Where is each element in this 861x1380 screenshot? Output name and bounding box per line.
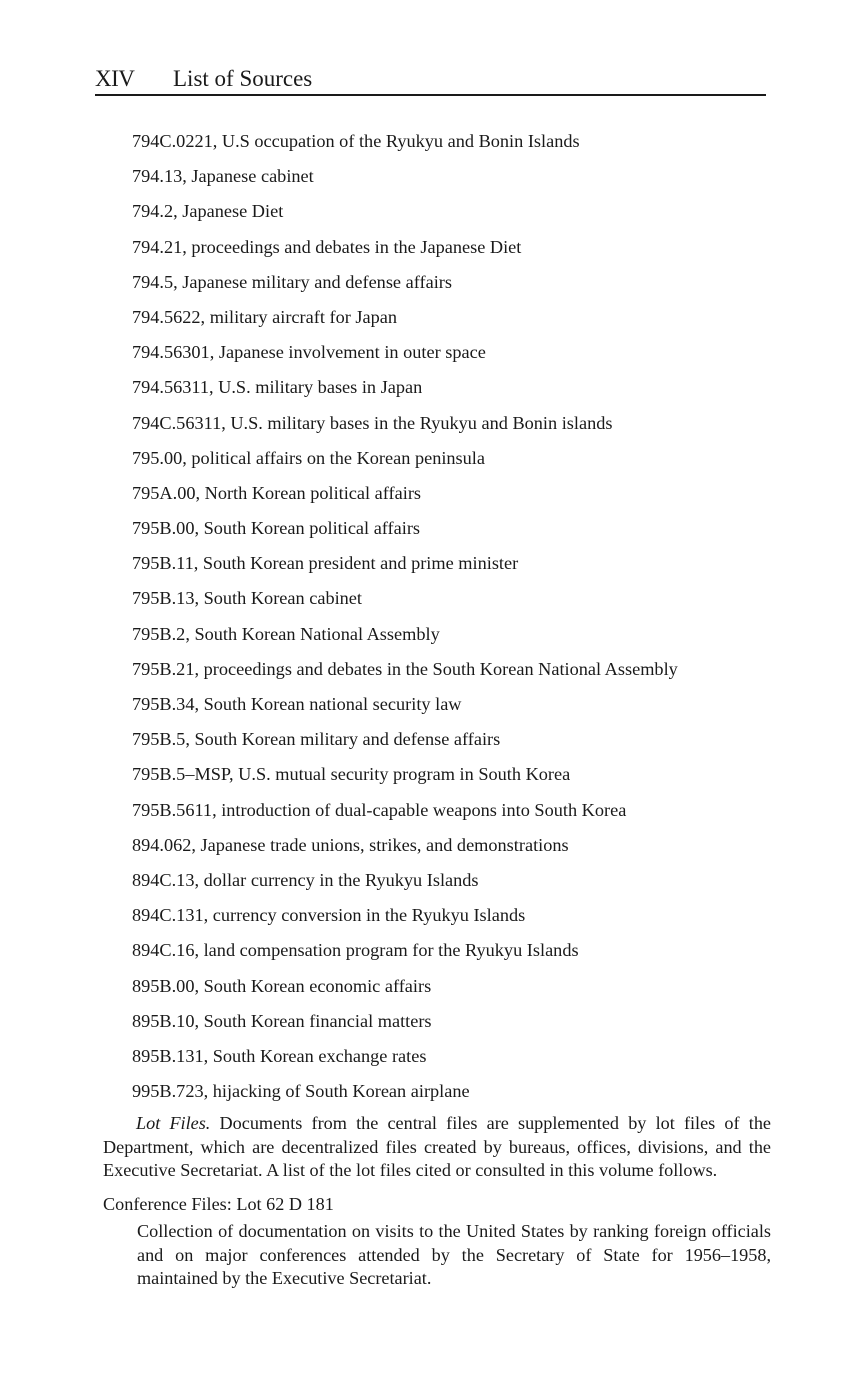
list-item: 795.00, political affairs on the Korean peninsula — [132, 447, 486, 468]
list-item: 894C.131, currency conversion in the Ryukyu Islands — [132, 905, 526, 926]
list-item: 794.21, proceedings and debates in the Japanese Diet — [132, 236, 522, 257]
list-item: 795B.2, South Korean National Assembly — [132, 623, 440, 644]
list-item: 795B.34, South Korean national security law — [132, 694, 462, 714]
list-item: 795B.5611, introduction of dual-capable weapons into South Korea — [132, 799, 627, 820]
list-item: 794.5622, military aircraft for Japan — [132, 306, 397, 327]
list-item: 895B.00, South Korean economic affairs — [132, 975, 432, 996]
list-item: 794.2, Japanese Diet — [132, 201, 284, 222]
source-file-list — [132, 128, 772, 1113]
list-item: 794C.0221, U.S occupation of the Ryukyu and Bonin Islands — [132, 131, 580, 151]
lot-files-paragraph — [103, 1112, 771, 1183]
lot-files-lead: Lot Files. — [136, 1113, 211, 1133]
list-item: 795B.21, proceedings and debates in the South Korean National Assembly — [132, 658, 678, 679]
list-item: 894C.13, dollar currency in the Ryukyu Islands — [132, 869, 479, 890]
page-number: XIV — [95, 66, 135, 91]
list-item: 795B.13, South Korean cabinet — [132, 588, 362, 609]
list-item: 895B.131, South Korean exchange rates — [132, 1045, 427, 1066]
list-item: 895B.10, South Korean financial matters — [132, 1010, 432, 1031]
list-item: 995B.723, hijacking of South Korean airplane — [132, 1081, 470, 1102]
list-item: 795B.5, South Korean military and defense affairs — [132, 729, 501, 750]
running-title: List of Sources — [173, 66, 313, 91]
list-item: 794.56311, U.S. military bases in Japan — [132, 377, 423, 398]
list-item: 794.56301, Japanese involvement in outer space — [132, 342, 486, 363]
list-item: 894C.16, land compensation program for the Ryukyu Islands — [132, 940, 579, 961]
list-item: 795B.00, South Korean political affairs — [132, 518, 421, 539]
list-item: 894.062, Japanese trade unions, strikes, and demonstrations — [132, 834, 569, 855]
conference-files-title: Conference Files: Lot 62 D 181 — [103, 1194, 334, 1214]
list-item: 795A.00, North Korean political affairs — [132, 482, 422, 503]
list-item: 794C.56311, U.S. military bases in the Ryukyu and Bonin islands — [132, 412, 613, 433]
page-header — [95, 62, 766, 96]
list-item: 794.13, Japanese cabinet — [132, 166, 314, 187]
list-item: 795B.5–MSP, U.S. mutual security program in South Korea — [132, 764, 571, 785]
lot-files-text: Documents from the central files are supplemented by lot files of the Department, which are decentralized files created by bureaus, offices, divisions, and the Executive Secretariat. A list of the lot files cited or consulted in this volume follows. — [103, 1113, 771, 1180]
list-item: 795B.11, South Korean president and prime minister — [132, 553, 519, 574]
list-item: 794.5, Japanese military and defense affairs — [132, 271, 452, 292]
conference-files-description: Collection of documentation on visits to the United States by ranking foreign officials and on major conferences attended by the Secretary of State for 1956–1958, maintained by the Executive Secretariat. — [137, 1221, 771, 1288]
